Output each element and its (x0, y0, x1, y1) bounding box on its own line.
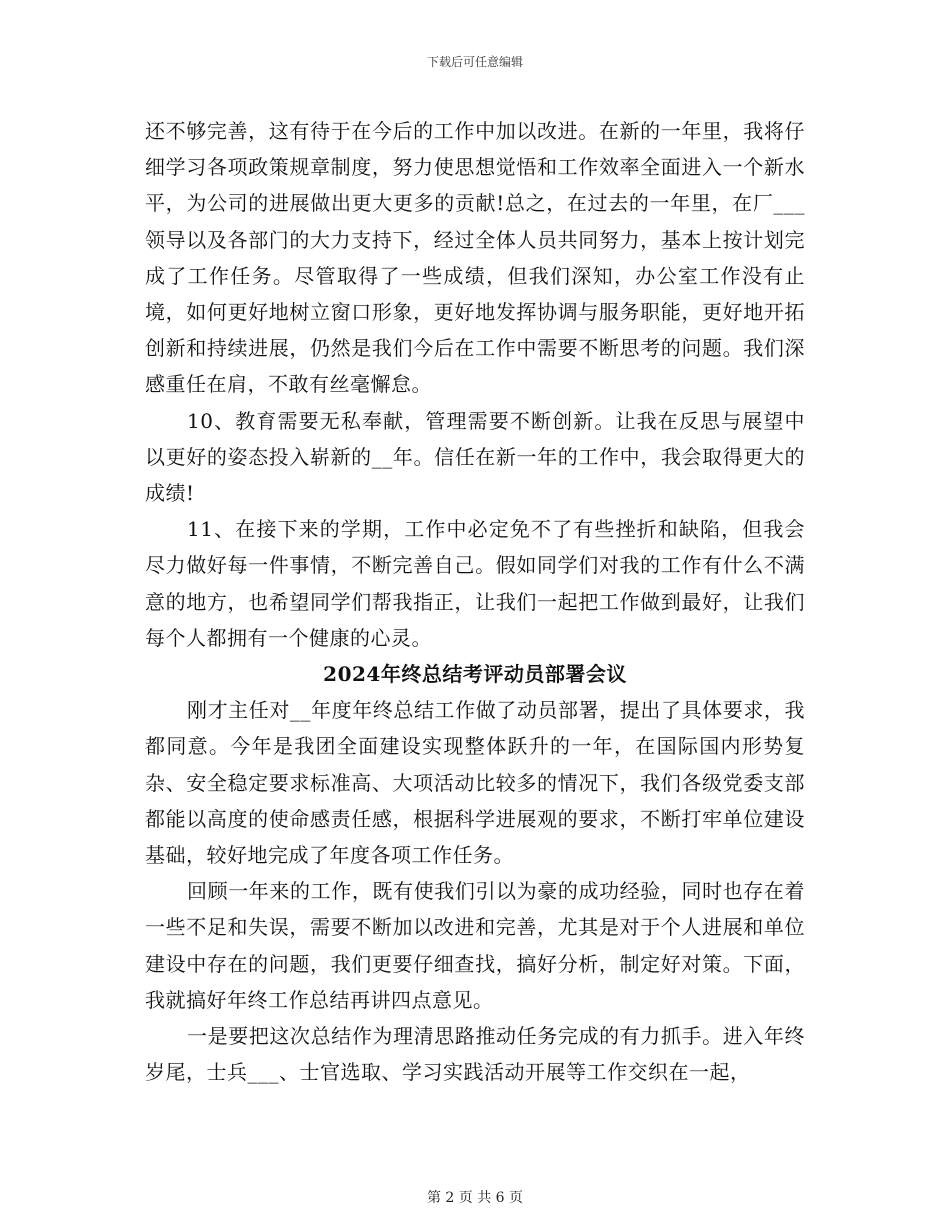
paragraph-item-11: 11、在接下来的学期，工作中必定免不了有些挫折和缺陷，但我会尽力做好每一件事情，不断完善自己。假如同学们对我的工作有什么不满意的地方，也希望同学们帮我指正，让我们一起把工作做到最好，让我们每个人都拥有一个健康的心灵。 (145, 517, 805, 650)
page-header: 下载后可任意编辑 (426, 55, 523, 69)
paragraph-intro: 刚才主任对__年度年终总结工作做了动员部署，提出了具体要求，我都同意。今年是我团全面建设实现整体跃升的一年，在国际国内形势复杂、安全稳定要求标准高、大项活动比较多的情况下，我们各级党委支部都能以高度的使命感责任感，根据科学进展观的要求，不断打牢单位建设基础，较好地完成了年度各项工作任务。 (145, 698, 805, 868)
paragraph-point-one: 一是要把这次总结作为理清思路推动任务完成的有力抓手。进入年终岁尾，士兵___、士官选取、学习实践活动开展等工作交织在一起， (145, 1024, 805, 1085)
document-body (145, 113, 805, 1090)
page-footer: 第 2 页 共 6 页 (426, 1190, 524, 1206)
paragraph-item-10: 10、教育需要无私奉献，管理需要不断创新。让我在反思与展望中以更好的姿态投入崭新的__年。信任在新一年的工作中，我会取得更大的成绩! (145, 408, 805, 506)
paragraph-review: 回顾一年来的工作，既有使我们引以为豪的成功经验，同时也存在着一些不足和失误，需要不断加以改进和完善，尤其是对于个人进展和单位建设中存在的问题，我们更要仔细查找，搞好分析，制定好对策。下面，我就搞好年终工作总结再讲四点意见。 (145, 879, 805, 1012)
paragraph-continuation: 还不够完善，这有待于在今后的工作中加以改进。在新的一年里，我将仔细学习各项政策规章制度，努力使思想觉悟和工作效率全面进入一个新水平，为公司的进展做出更大更多的贡献!总之，在过去的一年里，在厂___领导以及各部门的大力支持下，经过全体人员共同努力，基本上按计划完成了工作任务。尽管取得了一些成绩，但我们深知，办公室工作没有止境，如何更好地树立窗口形象，更好地发挥协调与服务职能，更好地开拓创新和持续进展，仍然是我们今后在工作中需要不断思考的问题。我们深感重任在肩，不敢有丝毫懈怠。 (145, 119, 805, 397)
section-title: 2024年终总结考评动员部署会议 (323, 662, 627, 687)
